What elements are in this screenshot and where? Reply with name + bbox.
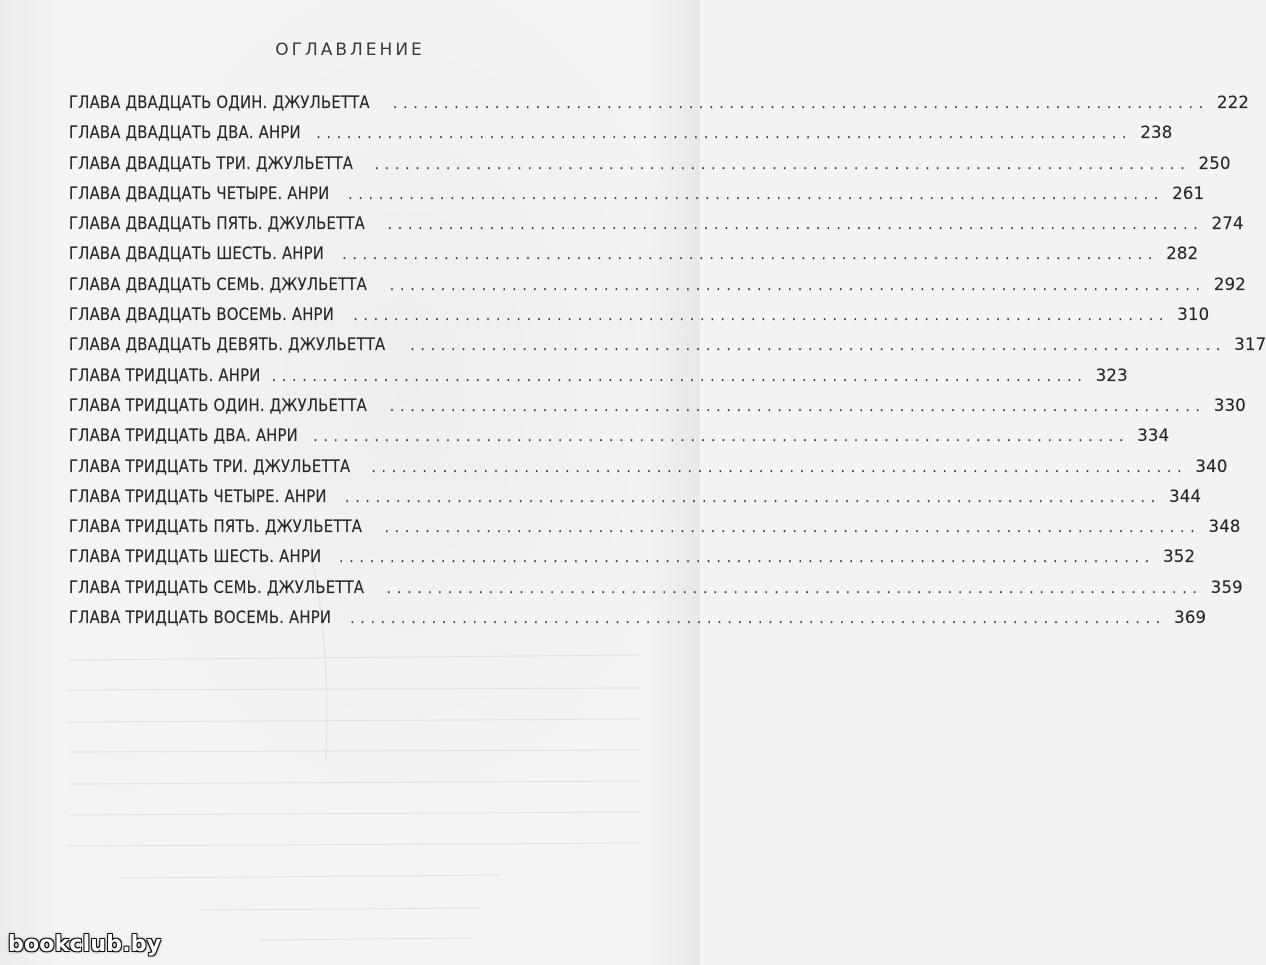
toc-dot-leader: ................................................................................ — [353, 308, 1170, 325]
toc-dot-leader: ................................................................................ — [410, 338, 1227, 355]
toc-entry-page: 310 — [1177, 305, 1210, 325]
toc-entry-page: 340 — [1195, 456, 1228, 476]
toc-entry-page: 282 — [1166, 244, 1199, 264]
toc-entry-label: ГЛАВА ТРИДЦАТЬ. АНРИ — [69, 365, 261, 385]
toc-entry[interactable] — [69, 512, 1241, 542]
toc-entry-label: ГЛАВА ДВАДЦАТЬ ПЯТЬ. ДЖУЛЬЕТТА — [69, 214, 365, 234]
toc-entry-page: 348 — [1208, 517, 1241, 537]
toc-entry[interactable] — [69, 330, 1266, 360]
toc-dot-leader: ................................................................................ — [316, 126, 1133, 143]
toc-dot-leader: ................................................................................ — [390, 398, 1206, 415]
toc-entry-page: 352 — [1163, 547, 1196, 567]
toc-dot-leader: ................................................................................ — [350, 611, 1167, 628]
toc-dot-leader: ................................................................................ — [393, 96, 1210, 112]
toc-entry-label: ГЛАВА ТРИДЦАТЬ СЕМЬ. ДЖУЛЬЕТТА — [69, 577, 365, 597]
toc-entry-page: 238 — [1140, 123, 1173, 143]
toc-dot-leader: ................................................................................ — [339, 550, 1156, 567]
toc-entry[interactable] — [69, 149, 1231, 179]
toc-entry-page: 344 — [1169, 486, 1202, 506]
toc-dot-leader: ................................................................................ — [271, 368, 1088, 385]
toc-entry-label: ГЛАВА ДВАДЦАТЬ ДЕВЯТЬ. ДЖУЛЬЕТТА — [69, 335, 386, 355]
toc-entry[interactable] — [69, 573, 1243, 603]
toc-entry-label: ГЛАВА ТРИДЦАТЬ ВОСЕМЬ. АНРИ — [69, 608, 332, 628]
toc-entry[interactable] — [69, 179, 1205, 209]
toc-entry-page: 222 — [1217, 93, 1250, 112]
toc-dot-leader: ................................................................................ — [313, 429, 1130, 446]
toc-entry-label: ГЛАВА ТРИДЦАТЬ ОДИН. ДЖУЛЬЕТТА — [69, 395, 367, 415]
site-watermark: bookclub.by — [8, 932, 162, 957]
toc-entry[interactable] — [69, 452, 1228, 482]
toc-entry-label: ГЛАВА ТРИДЦАТЬ ТРИ. ДЖУЛЬЕТТА — [69, 456, 351, 476]
toc-entry[interactable] — [69, 542, 1196, 572]
toc-entry-page: 274 — [1211, 214, 1244, 234]
toc-dot-leader: ................................................................................ — [374, 156, 1191, 173]
toc-entry[interactable] — [69, 482, 1202, 512]
toc-entry-page: 261 — [1172, 183, 1205, 203]
toc-entry-page: 317 — [1234, 335, 1266, 355]
toc-dot-leader: ................................................................................ — [342, 247, 1159, 264]
toc-entry[interactable] — [69, 239, 1199, 269]
toc-entry-label: ГЛАВА ДВАДЦАТЬ ВОСЕМЬ. АНРИ — [69, 305, 334, 325]
toc-entry[interactable] — [69, 603, 1207, 633]
toc-entry-label: ГЛАВА ТРИДЦАТЬ ШЕСТЬ. АНРИ — [69, 547, 322, 567]
toc-list — [69, 88, 1266, 633]
toc-entry-label: ГЛАВА ТРИДЦАТЬ ПЯТЬ. ДЖУЛЬЕТТА — [69, 517, 363, 537]
toc-entry-label: ГЛАВА ДВАДЦАТЬ ОДИН. ДЖУЛЬЕТТА — [69, 93, 370, 112]
toc-entry-label: ГЛАВА ТРИДЦАТЬ ДВА. АНРИ — [69, 426, 298, 446]
toc-entry[interactable] — [69, 270, 1246, 300]
toc-entry-page: 323 — [1095, 365, 1128, 385]
toc-dot-leader: ................................................................................ — [386, 580, 1203, 597]
toc-entry-label: ГЛАВА ДВАДЦАТЬ СЕМЬ. ДЖУЛЬЕТТА — [69, 274, 367, 294]
toc-entry-label: ГЛАВА ДВАДЦАТЬ ШЕСТЬ. АНРИ — [69, 244, 325, 264]
toc-entry-page: 359 — [1210, 577, 1243, 597]
toc-entry-page: 369 — [1174, 608, 1207, 628]
toc-entry-page: 292 — [1213, 274, 1246, 294]
toc-entry-page: 250 — [1198, 153, 1231, 173]
toc-entry-page: 334 — [1137, 426, 1170, 446]
toc-entry-label: ГЛАВА ДВАДЦАТЬ ДВА. АНРИ — [69, 123, 301, 143]
toc-entry[interactable] — [69, 391, 1246, 421]
toc-entry[interactable] — [69, 209, 1244, 239]
toc-entry-page: 330 — [1213, 395, 1246, 415]
toc-entry-label: ГЛАВА ДВАДЦАТЬ ТРИ. ДЖУЛЬЕТТА — [69, 153, 354, 173]
toc-entry[interactable] — [69, 300, 1210, 330]
toc-dot-leader: ................................................................................ — [348, 186, 1165, 203]
toc-dot-leader: ................................................................................ — [371, 459, 1188, 476]
toc-dot-leader: ................................................................................ — [345, 489, 1162, 506]
toc-entry-label: ГЛАВА ДВАДЦАТЬ ЧЕТЫРЕ. АНРИ — [69, 183, 330, 203]
toc-dot-leader: ................................................................................ — [387, 217, 1204, 234]
toc-title: ОГЛАВЛЕНИЕ — [275, 40, 425, 60]
toc-dot-leader: ................................................................................ — [390, 277, 1206, 294]
toc-dot-leader: ................................................................................ — [384, 520, 1201, 537]
toc-entry[interactable] — [69, 88, 1250, 118]
toc-entry-label: ГЛАВА ТРИДЦАТЬ ЧЕТЫРЕ. АНРИ — [69, 486, 327, 506]
toc-entry[interactable] — [69, 361, 1128, 391]
toc-entry[interactable] — [69, 421, 1170, 451]
toc-entry[interactable] — [69, 118, 1173, 148]
